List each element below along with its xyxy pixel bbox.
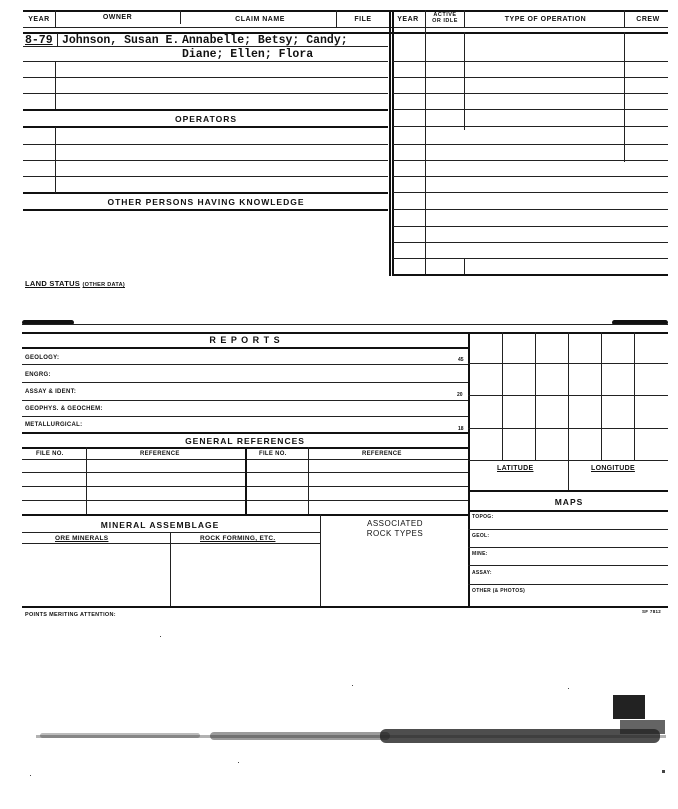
general-refs-title: GENERAL REFERENCES	[185, 436, 305, 446]
report-num-metallurgical: 18	[458, 426, 464, 432]
header-type-of-operation: TYPE OF OPERATION	[504, 16, 587, 23]
report-label-geophys: GEOPHYS. & GEOCHEM:	[25, 406, 103, 412]
latitude-label: LATITUDE	[497, 465, 534, 472]
land-status-sublabel: (OTHER DATA)	[82, 282, 125, 288]
other-persons-label: OTHER PERSONS HAVING KNOWLEDGE	[107, 197, 305, 207]
operators-label: OPERATORS	[174, 114, 238, 124]
maps-other: OTHER (& PHOTOS)	[472, 588, 526, 594]
row1-owner: Johnson, Susan E.	[62, 34, 180, 47]
points-meriting-attention: POINTS MERITING ATTENTION:	[25, 612, 116, 618]
col-reference-2: REFERENCE	[362, 451, 402, 457]
land-status-label	[25, 279, 125, 289]
land-status-text: LAND STATUS	[25, 279, 81, 288]
maps-assay: ASSAY:	[472, 570, 492, 576]
assoc-rock-line2: ROCK TYPES	[366, 529, 424, 538]
header-claim-name: CLAIM NAME	[235, 16, 285, 23]
report-num-geology: 45	[458, 357, 464, 363]
ore-minerals-label: ORE MINERALS	[55, 535, 109, 542]
report-label-engrg: ENGRG:	[25, 372, 51, 378]
report-label-assay: ASSAY & IDENT:	[25, 389, 77, 395]
header-file: FILE	[354, 16, 372, 23]
form-id: SF 7812	[642, 609, 662, 614]
header-year-2: YEAR	[397, 16, 419, 23]
maps-geol: GEOL:	[472, 533, 490, 539]
maps-title: MAPS	[554, 497, 584, 507]
header-year: YEAR	[28, 16, 50, 23]
rock-forming-label: ROCK FORMING, ETC.	[200, 535, 276, 542]
longitude-label: LONGITUDE	[591, 465, 635, 472]
header-crew: CREW	[636, 16, 660, 23]
row1-claim-line2: Diane; Ellen; Flora	[182, 48, 314, 61]
col-file-no-1: FILE NO.	[36, 451, 64, 457]
row1-year: 8-79	[25, 34, 53, 47]
maps-mine: MINE:	[472, 551, 488, 557]
report-label-metallurgical: METALLURGICAL:	[25, 422, 83, 428]
report-num-assay: 20	[457, 392, 463, 398]
header-owner: OWNER	[102, 14, 133, 21]
header-active-or-idle: ACTIVE OR IDLE	[432, 12, 458, 24]
col-file-no-2: FILE NO.	[259, 451, 287, 457]
col-reference-1: REFERENCE	[140, 451, 180, 457]
assoc-rock-line1: ASSOCIATED	[367, 519, 423, 528]
row1-claim-line1: Annabelle; Betsy; Candy;	[182, 34, 348, 47]
reports-title: R E P O R T S	[209, 335, 281, 345]
maps-topog: TOPOG:	[472, 514, 494, 520]
report-label-geology: GEOLOGY:	[25, 355, 60, 361]
mineral-title: MINERAL ASSEMBLAGE	[100, 520, 220, 530]
